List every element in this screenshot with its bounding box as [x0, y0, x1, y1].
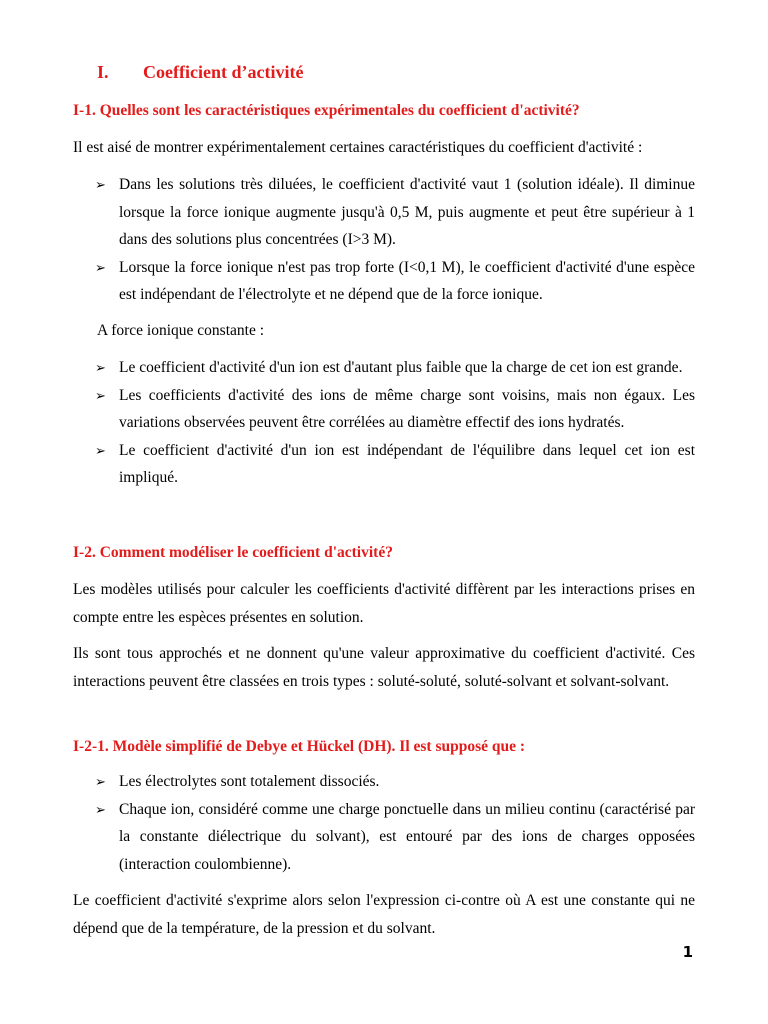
section-2-1-paragraph: Le coefficient d'activité s'exprime alors selon l'expression ci-contre où A est une constante qui ne dépend que de la température, de la pression et du solvant.	[73, 892, 695, 937]
section-1-intro: Il est aisé de montrer expérimentalement certaines caractéristiques du coefficient d'activité :	[73, 139, 643, 156]
list-item	[73, 382, 695, 437]
list-item	[73, 354, 695, 382]
title-text: Coefficient d’activité	[143, 62, 304, 82]
list-item	[73, 171, 695, 254]
list-item	[73, 768, 695, 796]
bullet-text: Lorsque la force ionique n'est pas trop forte (I<0,1 M), le coefficient d'activité d'une espèce est indépendant de l'électrolyte et ne dépend que de la force ionique.	[119, 258, 695, 303]
list-item	[73, 437, 695, 492]
bullet-text: Chaque ion, considéré comme une charge ponctuelle dans un milieu continu (caractérisé par la constante diélectrique du solvant), est entouré par des ions de charges opposées (interaction coulombienne).	[119, 800, 695, 873]
section-1-bullet-list	[73, 171, 695, 309]
arrowhead-bullet-icon: ➢	[95, 442, 106, 458]
bullet-text: Les coefficients d'activité des ions de même charge sont voisins, mais non égaux. Les variations observées peuvent être corrélées au diamètre effectif des ions hydratés.	[119, 386, 695, 431]
section-1-heading: I-1. Quelles sont les caractéristiques expérimentales du coefficient d'activité?	[73, 102, 580, 119]
bullet-text: Le coefficient d'activité d'un ion est d'autant plus faible que la charge de cet ion est grande.	[119, 359, 683, 376]
section-2-paragraph-2: Ils sont tous approchés et ne donnent qu'une valeur approximative du coefficient d'activité. Ces interactions peuvent être classées en trois types : soluté-soluté, soluté-solvant et solvant-solvant.	[73, 645, 695, 690]
arrowhead-bullet-icon: ➢	[95, 177, 106, 192]
section-2-1-bullet-list	[73, 768, 695, 878]
bullet-text: Dans les solutions très diluées, le coefficient d'activité vaut 1 (solution idéale). Il diminue lorsque la force ionique augmente jusqu'à 0,5 M, puis augmente et peut être supérieur à 1 dans des solutions plus concentrées (I>3 M).	[119, 176, 695, 248]
section-1-subintro: A force ionique constante :	[97, 322, 265, 339]
section-2-paragraph-1: Les modèles utilisés pour calculer les coefficients d'activité diffèrent par les interactions prises en compte entre les espèces présentes en solution.	[73, 581, 695, 626]
arrowhead-bullet-icon: ➢	[95, 801, 106, 817]
list-item	[73, 796, 695, 879]
bullet-text: Les électrolytes sont totalement dissociés.	[119, 773, 380, 790]
bullet-text: Le coefficient d'activité d'un ion est indépendant de l'équilibre dans lequel cet ion est impliqué.	[119, 441, 695, 486]
document-title	[97, 60, 303, 84]
section-2-heading: I-2. Comment modéliser le coefficient d'activité?	[73, 544, 393, 561]
section-2-1-heading: I-2-1. Modèle simplifié de Debye et Hückel (DH). Il est supposé que :	[73, 738, 526, 755]
arrowhead-bullet-icon: ➢	[95, 387, 106, 403]
page-number: 1	[682, 943, 693, 961]
arrowhead-bullet-icon: ➢	[95, 774, 106, 789]
section-1-bullet-list-2	[73, 354, 695, 492]
arrowhead-bullet-icon: ➢	[95, 360, 106, 375]
list-item	[73, 254, 695, 309]
title-number: I.	[97, 62, 109, 82]
arrowhead-bullet-icon: ➢	[95, 259, 106, 275]
